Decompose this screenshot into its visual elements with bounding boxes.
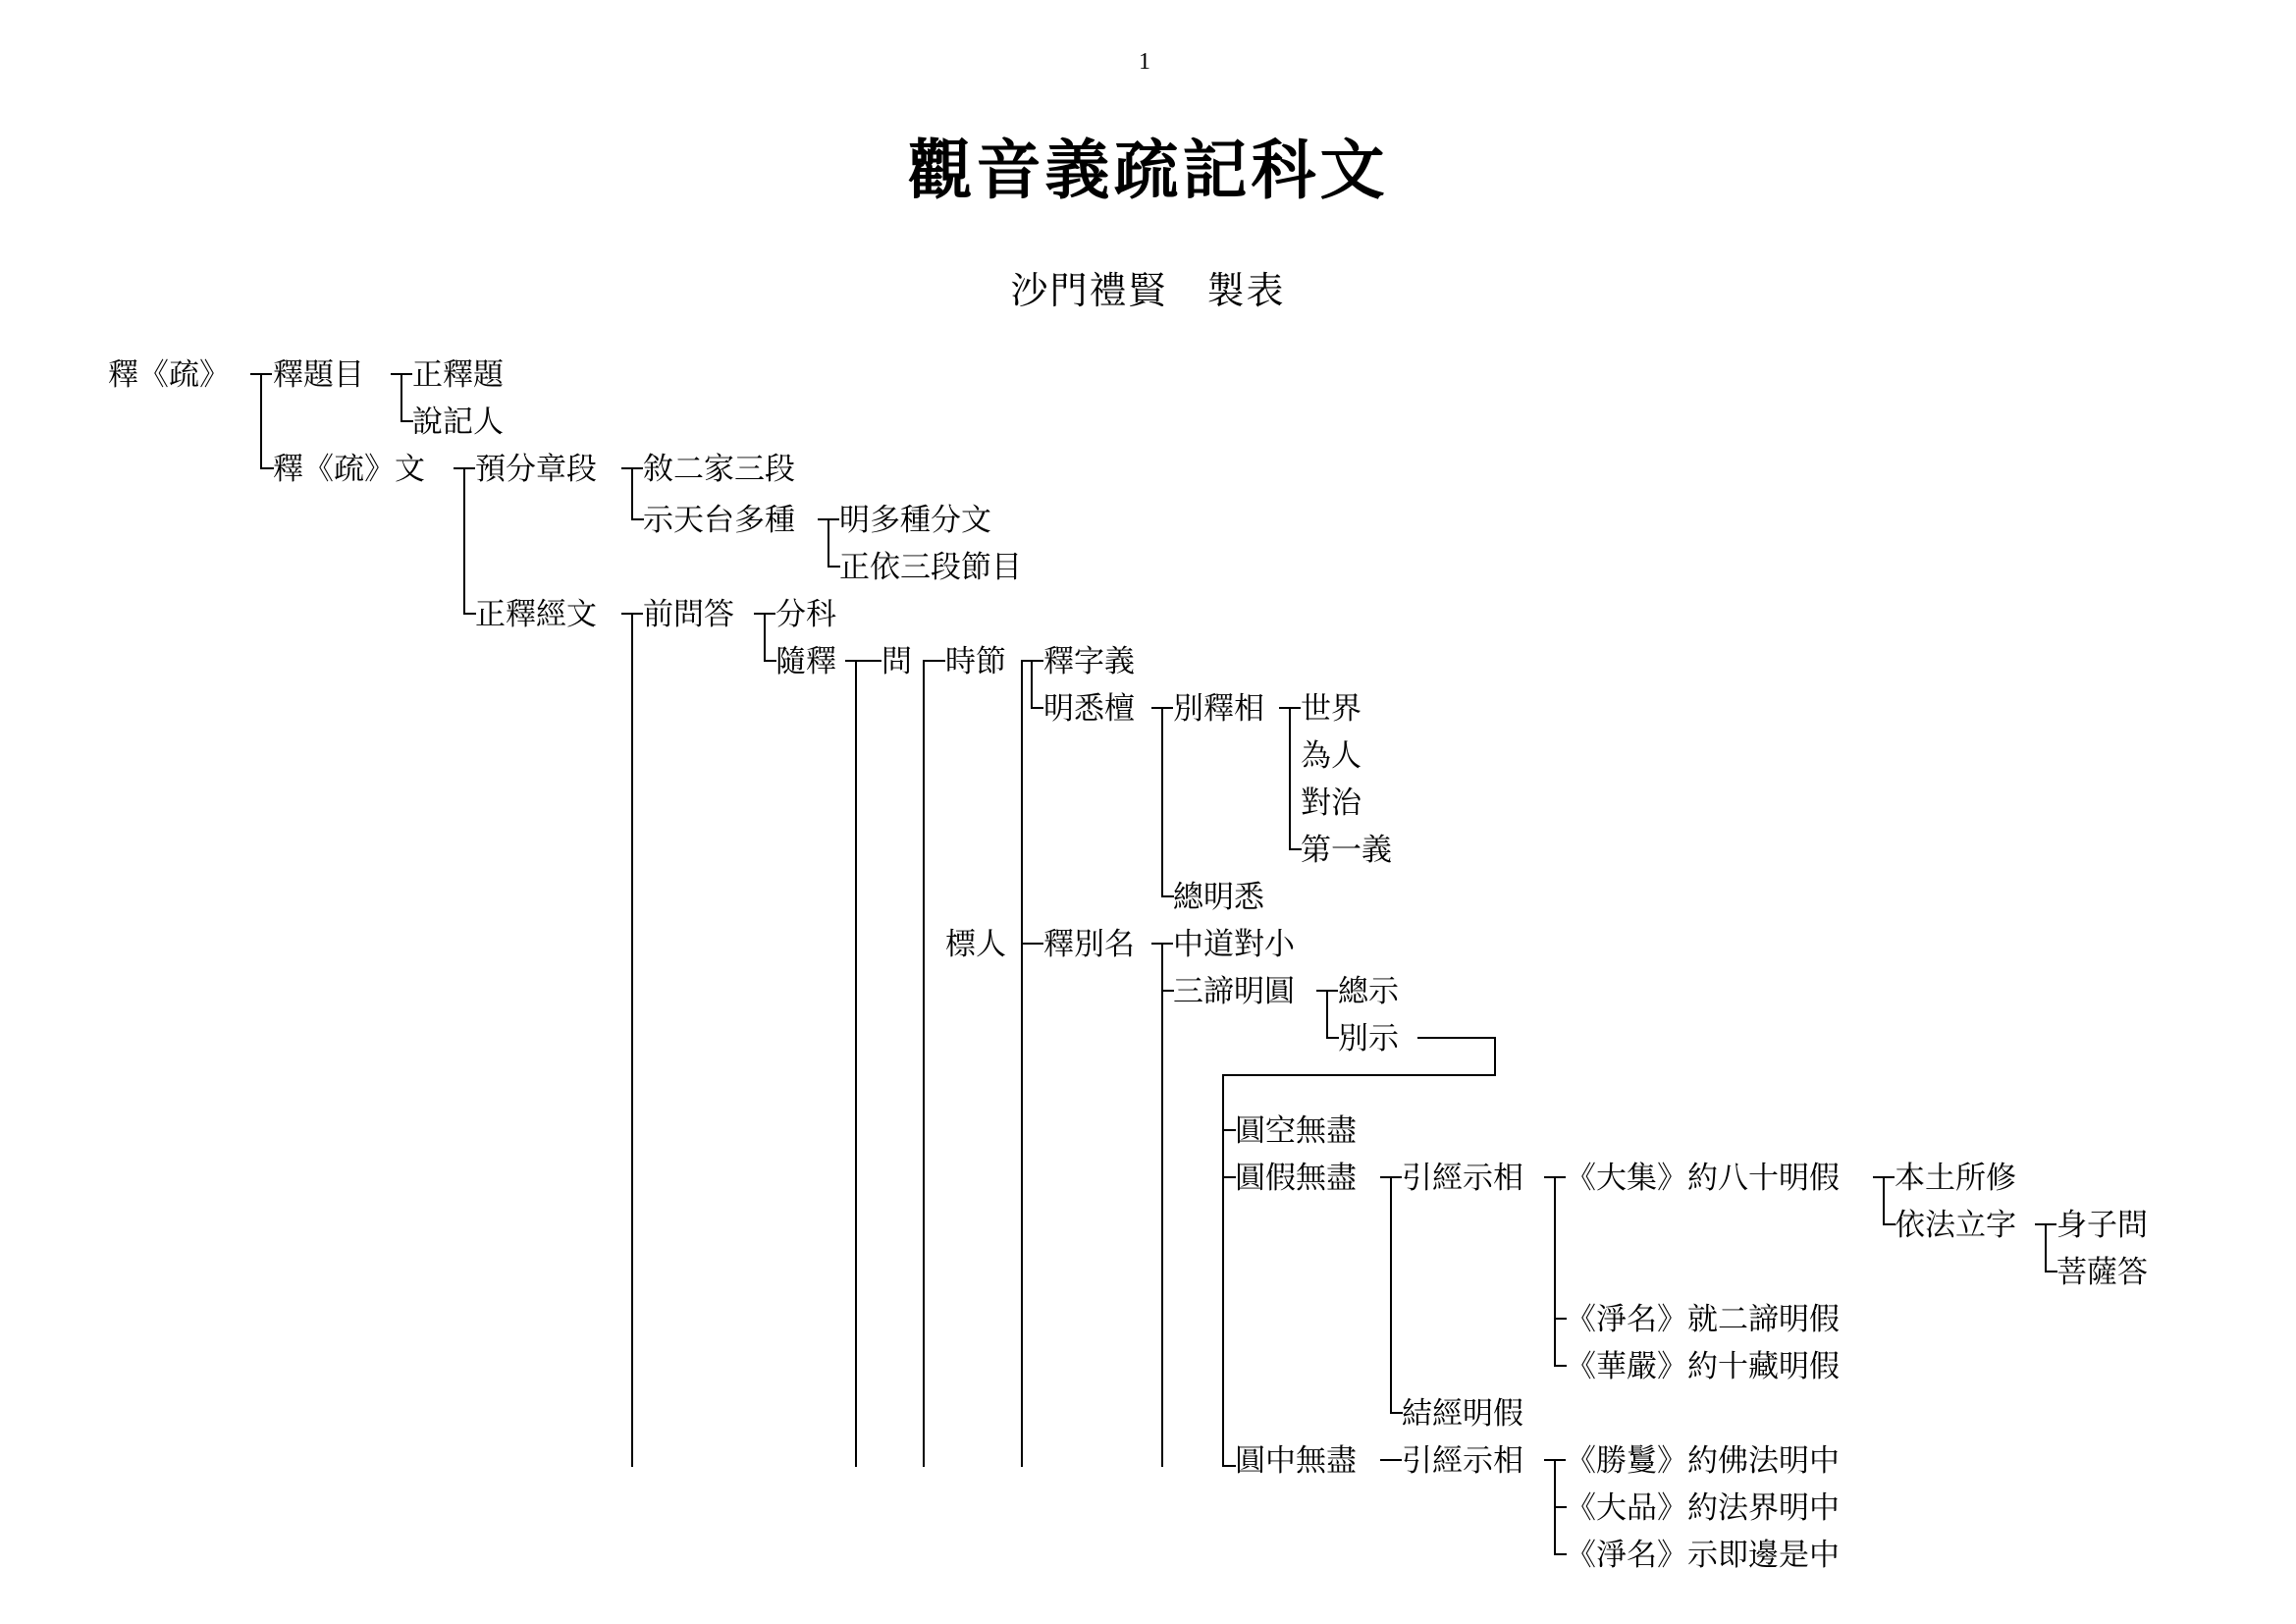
connector-horizontal (1380, 1459, 1402, 1461)
connector-horizontal (1222, 1465, 1236, 1467)
tree-node: 前問答 (643, 597, 734, 632)
connector-vertical (1554, 1176, 1556, 1365)
tree-node: 正依三段節目 (839, 550, 1022, 585)
connector-vertical (1494, 1037, 1496, 1074)
connector-horizontal (1554, 1553, 1567, 1555)
tree-node: 說記人 (412, 405, 504, 440)
tree-node: 圓中無盡 (1235, 1443, 1357, 1479)
connector-vertical (2045, 1223, 2047, 1271)
tree-node: 引經示相 (1402, 1161, 1523, 1196)
connector-horizontal (1031, 707, 1043, 709)
tree-node: 時節 (945, 644, 1006, 679)
connector-horizontal (631, 518, 644, 520)
connector-vertical (855, 660, 857, 1467)
connector-horizontal (260, 467, 274, 469)
connector-vertical (400, 373, 402, 420)
connector-horizontal (1554, 1318, 1567, 1320)
tree-node: 引經示相 (1402, 1443, 1523, 1479)
tree-node: 釋《疏》 (108, 357, 230, 393)
tree-node: 為人 (1301, 738, 1362, 774)
tree-node: 《淨名》就二諦明假 (1566, 1302, 1840, 1337)
tree-node: 釋《疏》文 (273, 452, 425, 487)
tree-node: 預分章段 (475, 452, 597, 487)
connector-vertical (1326, 990, 1328, 1037)
tree-node: 敘二家三段 (643, 452, 795, 487)
page-title: 觀音義疏記科文 (907, 133, 1389, 208)
tree-node: 依法立字 (1895, 1208, 2016, 1243)
connector-vertical (1289, 707, 1291, 848)
connector-horizontal (400, 420, 413, 422)
connector-vertical (923, 660, 925, 1467)
tree-node: 《大集》約八十明假 (1566, 1161, 1840, 1196)
connector-vertical (1390, 1176, 1392, 1412)
tree-node: 《華嚴》約十藏明假 (1566, 1349, 1840, 1384)
connector-horizontal (1883, 1223, 1896, 1225)
tree-node: 總示 (1338, 974, 1399, 1009)
tree-node: 身子問 (2056, 1208, 2148, 1243)
tree-node: 釋題目 (273, 357, 364, 393)
tree-node: 《淨名》示即邊是中 (1566, 1538, 1840, 1573)
tree-node: 釋別名 (1043, 927, 1135, 962)
connector-vertical (1161, 707, 1163, 895)
tree-node: 分科 (775, 597, 836, 632)
connector-vertical (828, 518, 829, 566)
connector-horizontal (1289, 848, 1302, 850)
connector-horizontal (1161, 895, 1174, 897)
connector-horizontal (1222, 1074, 1496, 1076)
tree-node: 世界 (1301, 691, 1362, 727)
tree-node: 圓空無盡 (1235, 1113, 1357, 1149)
connector-horizontal (1390, 1412, 1403, 1414)
connector-horizontal (764, 660, 776, 662)
connector-horizontal (1021, 943, 1043, 945)
connector-vertical (260, 373, 262, 467)
tree-node: 明多種分文 (839, 503, 991, 538)
tree-node: 別釋相 (1173, 691, 1264, 727)
tree-node: 正釋題 (412, 357, 504, 393)
tree-node: 釋字義 (1043, 644, 1135, 679)
connector-horizontal (1222, 1129, 1236, 1131)
tree-node: 別示 (1338, 1021, 1399, 1056)
tree-node: 三諦明圓 (1173, 974, 1295, 1009)
tree-node: 標人 (945, 927, 1006, 962)
tree-node: 結經明假 (1402, 1396, 1523, 1432)
connector-vertical (631, 613, 633, 1467)
connector-vertical (1021, 660, 1023, 1467)
tree-node: 總明悉 (1173, 880, 1264, 915)
tree-node: 《大品》約法界明中 (1566, 1490, 1840, 1526)
tree-node: 正釋經文 (475, 597, 597, 632)
tree-node: 《勝鬘》約佛法明中 (1566, 1443, 1840, 1479)
connector-vertical (1222, 1074, 1224, 1465)
connector-horizontal (1222, 1176, 1236, 1178)
tree-node: 菩薩答 (2056, 1255, 2148, 1290)
connector-vertical (764, 613, 766, 660)
connector-horizontal (1417, 1037, 1496, 1039)
tree-node: 對治 (1301, 785, 1362, 821)
connector-horizontal (2045, 1271, 2057, 1272)
connector-horizontal (923, 660, 945, 662)
connector-vertical (1883, 1176, 1885, 1223)
connector-vertical (1031, 660, 1033, 707)
tree-node: 中道對小 (1173, 927, 1295, 962)
tree-node: 隨釋 (775, 644, 836, 679)
connector-horizontal (463, 613, 476, 615)
connector-vertical (1161, 943, 1163, 990)
tree-node: 問 (881, 644, 912, 679)
tree-node: 本土所修 (1895, 1161, 2016, 1196)
connector-vertical (463, 467, 465, 613)
tree-node: 第一義 (1301, 833, 1392, 868)
tree-node: 示天台多種 (643, 503, 795, 538)
connector-horizontal (1554, 1506, 1567, 1508)
connector-horizontal (845, 660, 881, 662)
connector-vertical (1161, 990, 1163, 1467)
tree-node: 明悉檀 (1043, 691, 1135, 727)
tree-node: 圓假無盡 (1235, 1161, 1357, 1196)
connector-horizontal (1326, 1037, 1339, 1039)
page-number: 1 (1139, 49, 1150, 75)
connector-horizontal (828, 566, 840, 568)
connector-vertical (631, 467, 633, 518)
connector-horizontal (1554, 1365, 1567, 1367)
page-subtitle: 沙門禮賢 製表 (1010, 269, 1286, 312)
